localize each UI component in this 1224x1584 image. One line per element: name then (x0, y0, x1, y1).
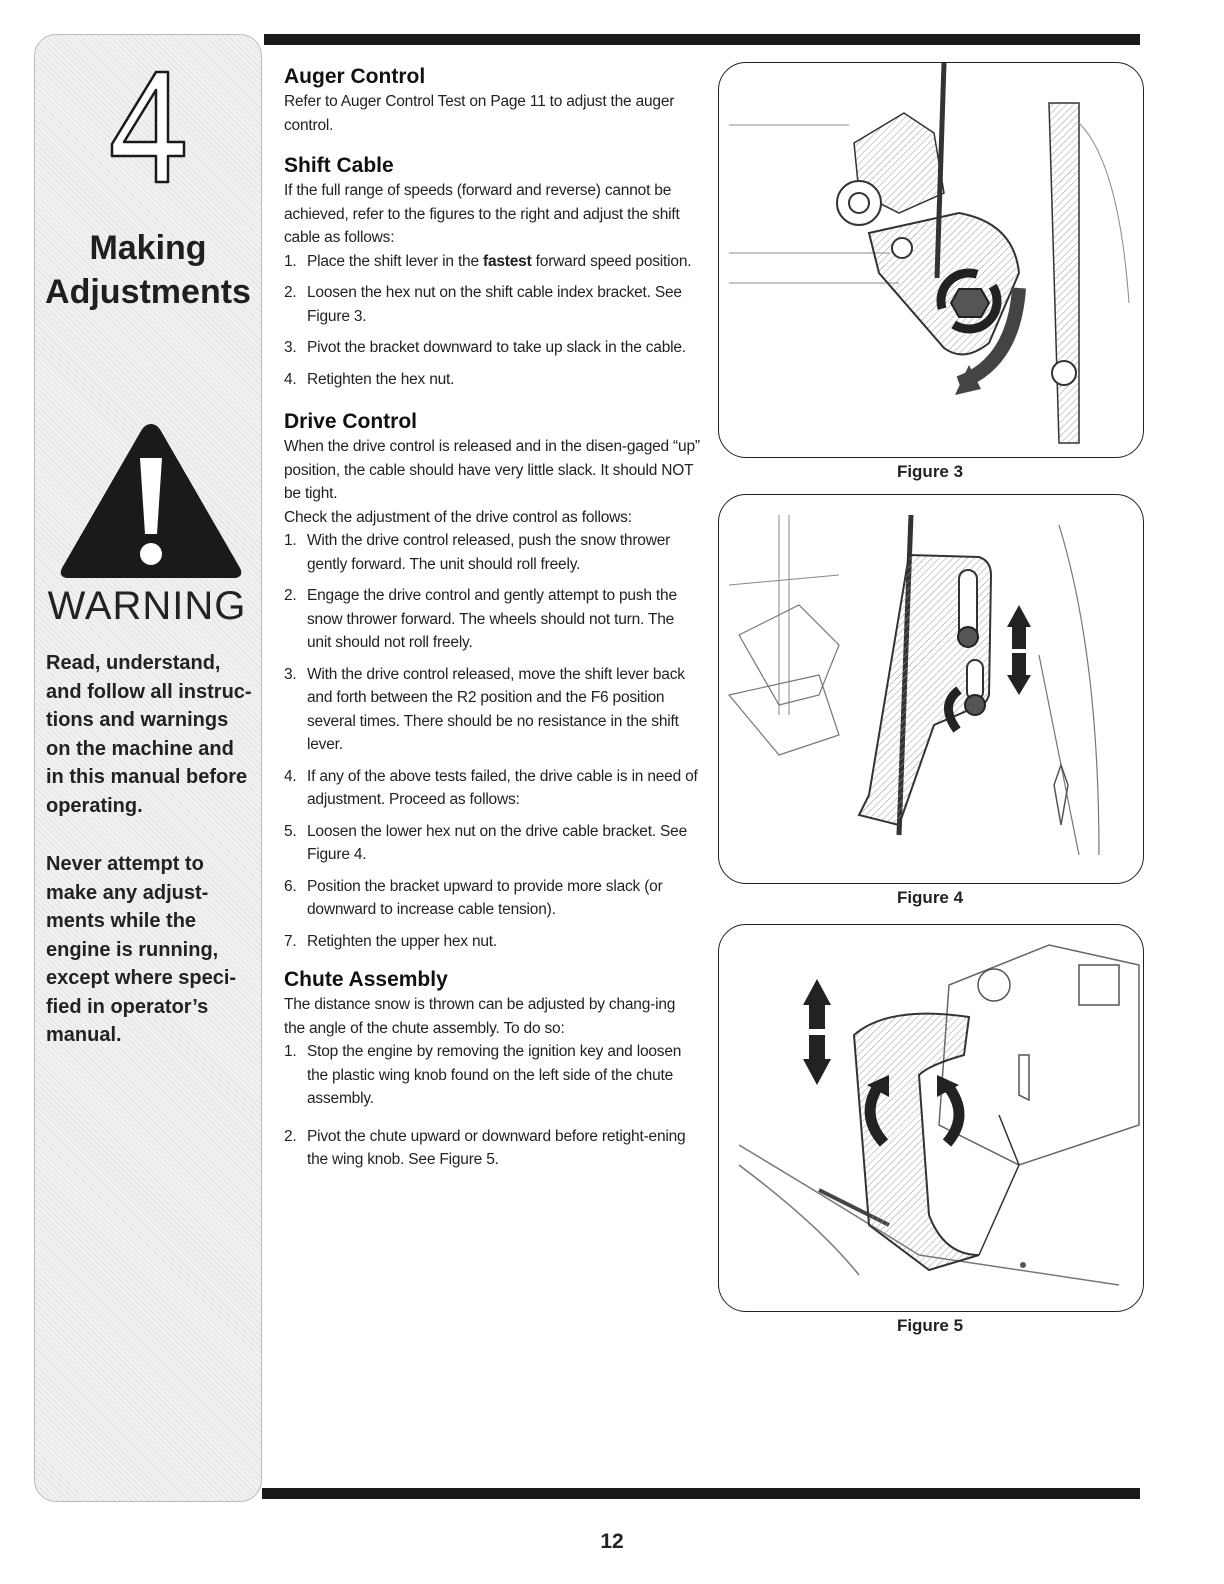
section-title-line1: Making (89, 229, 207, 267)
list-item: 1. With the drive control released, push the snow thrower gently forward. The unit should roll freely. (284, 532, 671, 573)
figure-5-illustration (718, 924, 1144, 1312)
list-item: 6. Position the bracket upward to provide more slack (or downward to increase cable tension). (284, 877, 663, 918)
list-item: 2. Pivot the chute upward or downward before retight-ening the wing knob. See Figure 5. (284, 1127, 686, 1168)
figure-4-illustration (718, 494, 1144, 884)
shift-body: If the full range of speeds (forward and reverse) cannot be achieved, refer to the figures to the right and adjust the shift cable as follows: (284, 182, 680, 246)
list-item: 2. Engage the drive control and gently attempt to push the snow thrower forward. The wheels should not turn. The unit should not roll freely. (284, 587, 677, 651)
figure-4-caption: Figure 4 (896, 888, 964, 907)
list-item: 4. Retighten the hex nut. (284, 370, 455, 388)
list-item: 3. With the drive control released, move the shift lever back and forth between the R2 position and the F6 position several times. There should be no resistance in the shift lever. (284, 665, 685, 753)
heading-auger-control: Auger Control (284, 65, 426, 88)
list-item: 4. If any of the above tests failed, the drive cable is in need of adjustment. Proceed as follows: (284, 767, 698, 808)
heading-shift-cable: Shift Cable (284, 154, 394, 177)
main-content (284, 64, 700, 1180)
warning-icon (56, 418, 246, 587)
list-item: 3. Pivot the bracket downward to take up slack in the cable. (284, 339, 686, 356)
warning-title: WARNING (47, 584, 247, 628)
figure-5-caption: Figure 5 (896, 1316, 964, 1335)
list-item: 1. Stop the engine by removing the ignition key and loosen the plastic wing knob found on the left side of the chute assembly. (284, 1043, 682, 1107)
warning-text-read: Read, understand, and follow all instruc- tions and warnings on the machine and in this manual before operating. (46, 652, 252, 817)
figure-3-caption: Figure 3 (896, 462, 964, 481)
shift-steps (284, 250, 700, 392)
page-number: 12 (600, 1530, 624, 1553)
drive-check: Check the adjustment of the drive control as follows: (284, 508, 632, 526)
top-rule (264, 34, 1140, 45)
chute-body: The distance snow is thrown can be adjusted by chang-ing the angle of the chute assembly. To do so: (284, 996, 676, 1037)
list-item: 1. Place the shift lever in the fastest forward speed position. (284, 252, 692, 270)
section-title (34, 226, 262, 314)
drive-steps (284, 529, 700, 953)
auger-body: Refer to Auger Control Test on Page 11 to adjust the auger control. (284, 93, 675, 134)
section-title-line2: Adjustments (45, 273, 251, 311)
figure-3-illustration (718, 62, 1144, 458)
heading-drive-control: Drive Control (284, 410, 418, 433)
drive-body: When the drive control is released and in the disen-gaged “up” position, the cable should have very little slack. It should NOT be tight. (284, 438, 700, 502)
list-item: 2. Loosen the hex nut on the shift cable index bracket. See Figure 3. (284, 284, 682, 325)
list-item: 5. Loosen the lower hex nut on the drive cable bracket. See Figure 4. (284, 822, 687, 863)
chute-steps (284, 1040, 700, 1172)
chapter-number (104, 68, 194, 191)
warning-text-never: Never attempt to make any adjust- ments while the engine is running, except where speci- fied in operator’s manual. (46, 853, 237, 1046)
heading-chute-assembly: Chute Assembly (284, 968, 448, 991)
list-item: 7. Retighten the upper hex nut. (284, 932, 498, 950)
bottom-rule (262, 1488, 1140, 1499)
